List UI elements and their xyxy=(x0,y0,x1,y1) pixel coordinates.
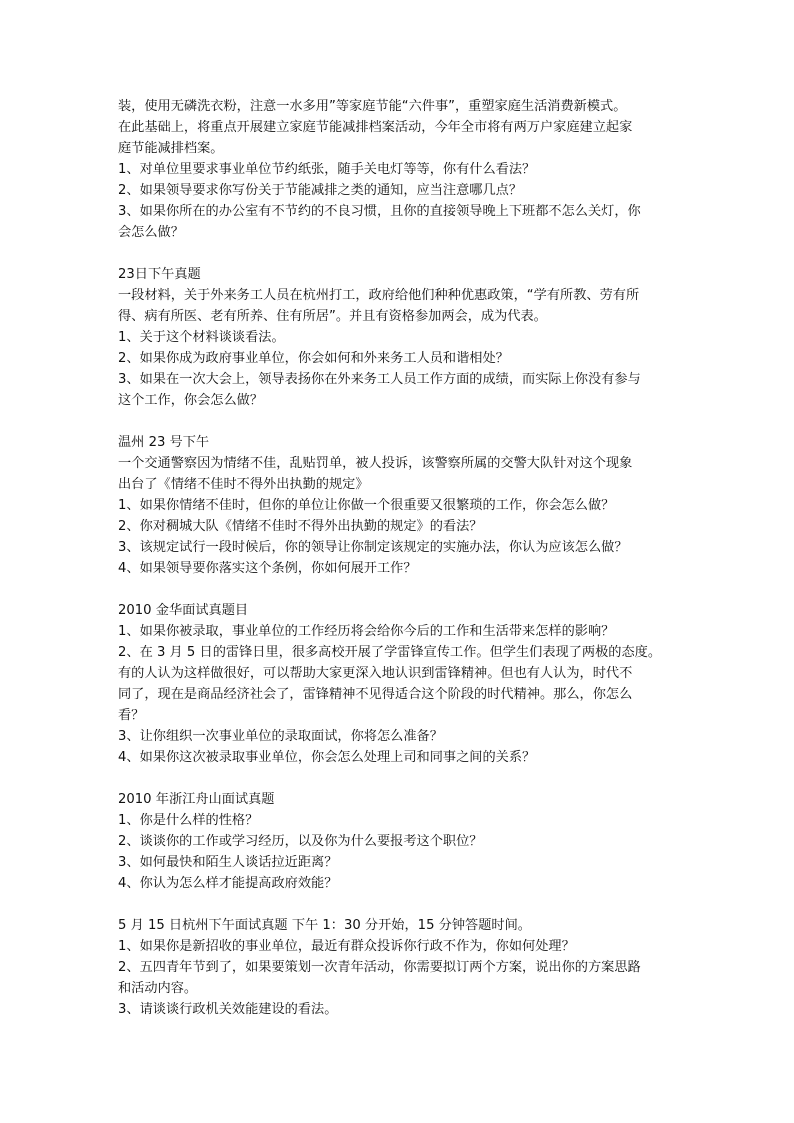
section-spacer xyxy=(118,579,678,600)
paragraph-line: 得、病有所医、老有所养、住有所居”。并且有资格参加两会，成为代表。 xyxy=(118,309,547,324)
question-item: 2、谈谈你的工作或学习经历，以及你为什么要报考这个职位？ xyxy=(118,834,483,849)
question-item: 3、如何最快和陌生人谈话拉近距离？ xyxy=(118,855,338,870)
question-item: 2、如果领导要求你写份关于节能减排之类的通知，应当注意哪几点？ xyxy=(118,183,523,198)
section-heading: 温州 23 号下午 xyxy=(118,435,210,450)
paragraph-line: 同了，现在是商品经济社会了，雷锋精神不见得适合这个阶段的时代精神。那么，你怎么 xyxy=(118,687,633,702)
question-item: 4、如果你这次被录取事业单位，你会怎么处理上司和同事之间的关系？ xyxy=(118,750,536,765)
question-item: 会怎么做？ xyxy=(118,225,184,240)
question-item: 3、如果你所在的办公室有不节约的不良习惯，且你的直接领导晚上下班都不怎么关灯，你 xyxy=(118,204,641,219)
paragraph-line: 装，使用无磷洗衣粉，注意一水多用”等家庭节能“六件事”，重塑家庭生活消费新模式。 xyxy=(118,99,627,114)
question-item: 2、五四青年节到了，如果要策划一次青年活动，你需要拟订两个方案，说出你的方案思路 xyxy=(118,960,641,975)
section-2010-zhoushan xyxy=(118,789,678,894)
section-2010-jinhua xyxy=(118,600,678,768)
question-item: 4、你认为怎么样才能提高政府效能？ xyxy=(118,876,338,891)
paragraph-line: 一段材料，关于外来务工人员在杭州打工，政府给他们种种优惠政策，“学有所教、劳有所 xyxy=(118,288,640,303)
question-item: 1、你是什么样的性格？ xyxy=(118,813,259,828)
question-item: 2、在 3 月 5 日的雷锋日里，很多高校开展了学雷锋宣传工作。但学生们表现了两极的态度。 xyxy=(118,645,662,660)
section-wenzhou-23 xyxy=(118,432,678,579)
section-energy-saving xyxy=(118,96,678,243)
question-item: 3、如果在一次大会上，领导表扬你在外来务工人员工作方面的成绩，而实际上你没有参与 xyxy=(118,372,641,387)
section-spacer xyxy=(118,894,678,915)
section-23-afternoon xyxy=(118,264,678,411)
question-item: 3、请谈谈行政机关效能建设的看法。 xyxy=(118,1002,338,1017)
section-heading: 2010 金华面试真题目 xyxy=(118,603,249,618)
paragraph-line: 庭节能减排档案。 xyxy=(118,141,224,156)
section-spacer xyxy=(118,411,678,432)
question-item: 3、该规定试行一段时候后，你的领导让你制定该规定的实施办法，你认为应该怎么做？ xyxy=(118,540,628,555)
paragraph-line: 出台了《情绪不佳时不得外出执勤的规定》 xyxy=(118,477,369,492)
section-heading: 5 月 15 日杭州下午面试真题 下午 1：30 分开始，15 分钟答题时间。 xyxy=(118,918,531,933)
paragraph-line: 在此基础上，将重点开展建立家庭节能减排档案活动，今年全市将有两万户家庭建立起家 xyxy=(118,120,633,135)
question-item: 2、你对稠城大队《情绪不佳时不得外出执勤的规定》的看法？ xyxy=(118,519,483,534)
paragraph-line: 一个交通警察因为情绪不佳，乱贴罚单，被人投诉，该警察所属的交警大队针对这个现象 xyxy=(118,456,633,471)
question-item: 3、让你组织一次事业单位的录取面试，你将怎么准备？ xyxy=(118,729,443,744)
document-body xyxy=(118,96,678,1020)
question-item: 这个工作，你会怎么做？ xyxy=(118,393,264,408)
question-item: 4、如果领导要你落实这个条例，你如何展开工作？ xyxy=(118,561,417,576)
section-heading: 23日下午真题 xyxy=(118,267,201,282)
paragraph-line: 和活动内容。 xyxy=(118,981,198,996)
question-item: 1、如果你是新招收的事业单位，最近有群众投诉你行政不作为，你如何处理？ xyxy=(118,939,575,954)
question-item: 1、如果你被录取，事业单位的工作经历将会给你今后的工作和生活带来怎样的影响？ xyxy=(118,624,615,639)
section-spacer xyxy=(118,243,678,264)
section-0515-hangzhou xyxy=(118,915,678,1020)
section-spacer xyxy=(118,768,678,789)
question-item: 1、对单位里要求事业单位节约纸张，随手关电灯等等，你有什么看法？ xyxy=(118,162,536,177)
question-item: 1、如果你情绪不佳时，但你的单位让你做一个很重要又很繁琐的工作，你会怎么做？ xyxy=(118,498,615,513)
question-item: 1、关于这个材料谈谈看法。 xyxy=(118,330,285,345)
paragraph-line: 看？ xyxy=(118,708,145,723)
paragraph-line: 有的人认为这样做很好，可以帮助大家更深入地认识到雷锋精神。但也有人认为，时代不 xyxy=(118,666,633,681)
section-heading: 2010 年浙江舟山面试真题 xyxy=(118,792,275,807)
question-item: 2、如果你成为政府事业单位，你会如何和外来务工人员和谐相处？ xyxy=(118,351,509,366)
